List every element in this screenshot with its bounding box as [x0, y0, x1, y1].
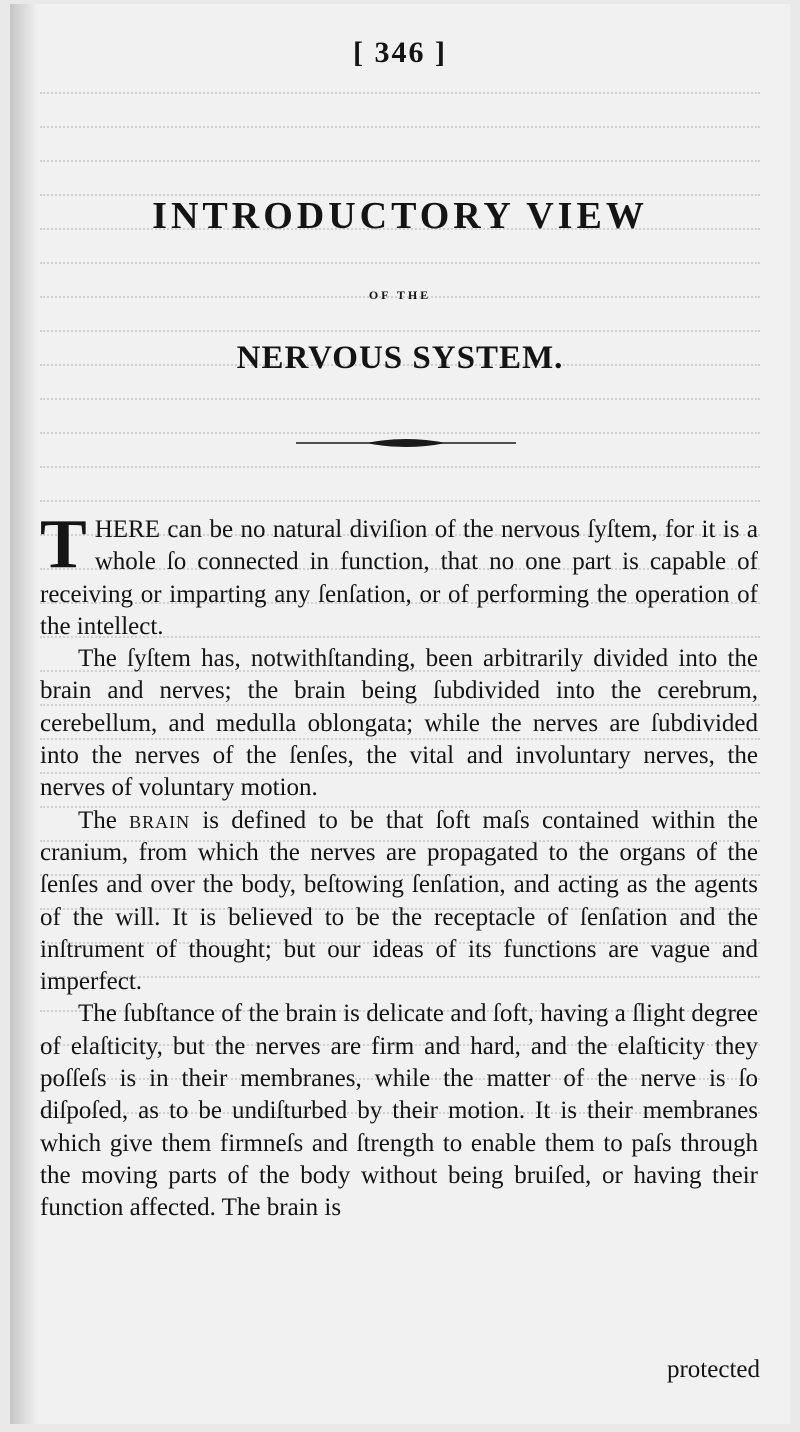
paragraph-3-text: is defined to be that ſoft maſs contained within the cranium, from which the nerves are propagated to the organs of the ſenſes and over the body, beſtowing ſenſation, and acting as the agents of the will. It is believed to be the receptacle of ſenſation and the inſtrument of thought; but our ideas of its functions are vague and imperfect. [40, 806, 758, 996]
chapter-title: INTRODUCTORY VIEW [152, 195, 648, 237]
catchword: protected [666, 1356, 760, 1383]
chapter-title-connector: OF THE [368, 288, 432, 302]
paragraph-1 [40, 506, 758, 643]
title-rule-ornament [296, 432, 516, 456]
drop-cap: T [40, 506, 87, 583]
paragraph-3-pre: The [78, 806, 130, 834]
paragraph-2: The ſyſtem has, notwithſtanding, been arbitrarily divided into the brain and nerves; the brain being ſubdivided into the cerebrum, cerebellum, and medulla oblongata; while the nerves are ſubdivided into the nerves of the ſenſes, the vital and involuntary nerves, the nerves of voluntary motion. [40, 645, 758, 802]
chapter-title-subject: NERVOUS SYSTEM. [236, 340, 564, 376]
book-page [10, 4, 790, 1424]
paragraph-1-lead: HERE [94, 516, 160, 543]
paragraph-3 [40, 805, 758, 999]
paragraph-1-text: can be no natural diviſion of the nervous ſyſtem, for it is a whole ſo connected in function, that no one part is capable of receiving or imparting any ſenſation, or of performing the operation of the intellect. [40, 516, 758, 640]
page-number: [ 346 ] [353, 36, 447, 69]
paragraph-4: The ſubſtance of the brain is delicate and ſoft, having a ſlight degree of elaſticity, but the nerves are firm and hard, and the elaſticity they poſſeſs is in their membranes, while the matter of the nerve is ſo diſpoſed, as to be undiſturbed by their motion. It is their membranes which give them firmneſs and ſtrength to enable them to paſs through the moving parts of the body without being bruiſed, or having their function affected. The brain is [40, 1000, 758, 1222]
body-text [40, 506, 758, 1225]
paragraph-3-smallcaps: brain [129, 806, 191, 834]
